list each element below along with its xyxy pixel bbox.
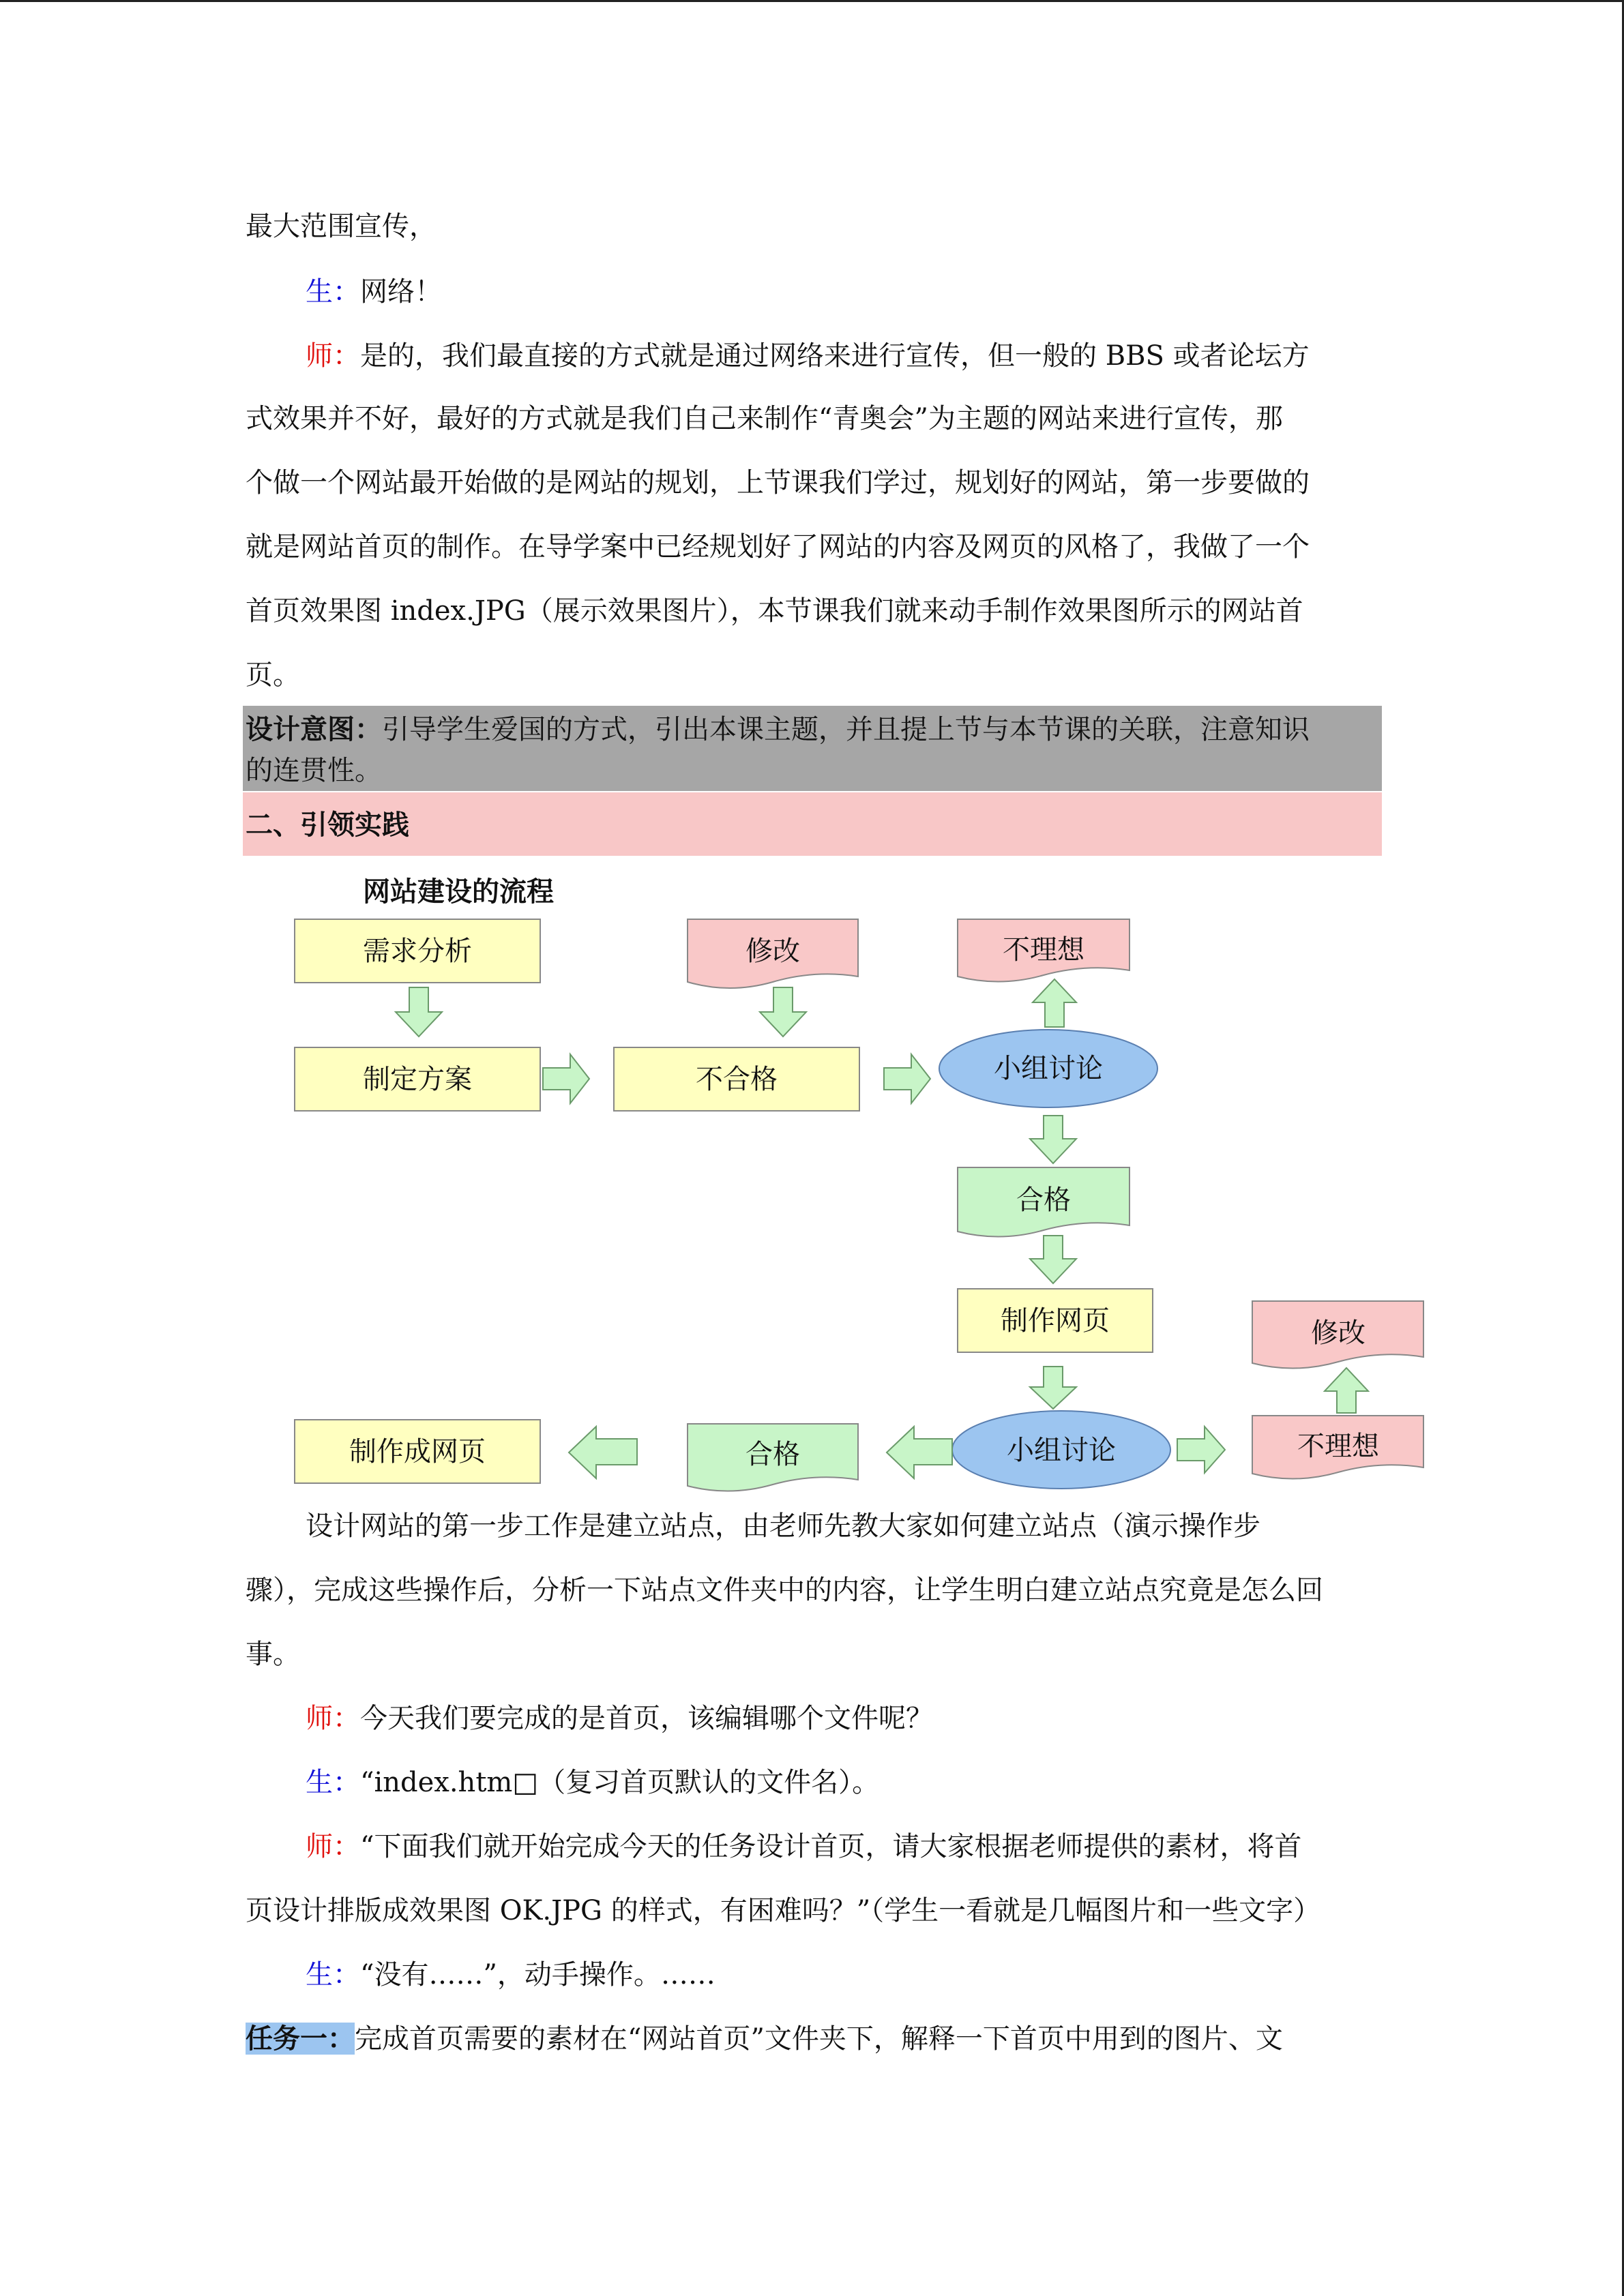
paragraph-line: 事。 <box>246 1639 300 1670</box>
arrow-left-discuss2 <box>887 1427 952 1478</box>
student-line <box>306 1957 715 1993</box>
arrow-right-discuss2 <box>1177 1427 1225 1473</box>
arrow-right-plan <box>543 1054 589 1103</box>
teacher-line <box>306 1829 1301 1864</box>
paragraph-line: 式效果并不好，最好的方式就是我们自己来制作“青奥会”为主题的网站来进行宣传，那 <box>246 403 1283 434</box>
label-modify2: 修改 <box>1311 1317 1365 1349</box>
design-intent-line: 的连贯性。 <box>246 755 382 786</box>
teacher-speech: 是的，我们最直接的方式就是通过网络来进行宣传，但一般的 BBS 或者论坛方 <box>360 340 1310 372</box>
teacher-speech: 今天我们要完成的是首页，该编辑哪个文件呢？ <box>360 1703 933 1734</box>
paragraph-line: 页。 <box>246 659 300 691</box>
arrow-left-qualified2 <box>569 1427 637 1478</box>
arrow-down-demand-plan <box>396 987 442 1037</box>
task-text: 完成首页需要的素材在“网站首页”文件夹下，解释一下首页中用到的图片、文 <box>355 2023 1283 2055</box>
arrow-down-modify1 <box>760 987 806 1037</box>
paragraph-line: 页设计排版成效果图 OK.JPG 的样式，有困难吗？”（学生一看就是几幅图片和一些文字） <box>246 1895 1321 1926</box>
student-speech: “没有……”，动手操作。…… <box>360 1959 715 1991</box>
student-speech: 网络！ <box>360 276 442 308</box>
flowchart-title: 网站建设的流程 <box>363 876 554 908</box>
paragraph-line: 个做一个网站最开始做的是网站的规划，上节课我们学过，规划好的网站，第一步要做的 <box>246 467 1310 498</box>
label-modify1: 修改 <box>745 936 800 967</box>
speaker-student: 生： <box>306 276 360 308</box>
paragraph-line: 设计网站的第一步工作是建立站点，由老师先教大家如何建立站点（演示操作步 <box>306 1510 1260 1542</box>
paragraph-line: 首页效果图 index.JPG（展示效果图片），本节课我们就来动手制作效果图所示的网站首 <box>246 595 1303 627</box>
label-unqualified1: 不合格 <box>696 1064 778 1095</box>
student-speech: “index.htm□（复习首页默认的文件名）。 <box>360 1767 880 1798</box>
label-qualified1: 合格 <box>1016 1184 1071 1216</box>
student-line <box>306 1765 879 1800</box>
arrow-right-unqualified1 <box>884 1054 930 1103</box>
design-intent-label: 设计意图： <box>246 713 382 745</box>
paragraph-line: 骤），完成这些操作后，分析一下站点文件夹中的内容，让学生明白建立站点究竟是怎么回 <box>246 1575 1323 1606</box>
paragraph-line: 最大范围宣传， <box>246 211 437 242</box>
speaker-teacher: 师： <box>306 1831 360 1862</box>
section-heading: 二、引领实践 <box>246 809 409 841</box>
teacher-line <box>306 1701 933 1736</box>
label-discuss1: 小组讨论 <box>994 1053 1103 1084</box>
teacher-speech: “下面我们就开始完成今天的任务设计首页，请大家根据老师提供的素材，将首 <box>360 1831 1302 1862</box>
speaker-teacher: 师： <box>306 1703 360 1734</box>
task-label: 任务一： <box>246 2023 355 2055</box>
label-plan: 制定方案 <box>363 1064 472 1095</box>
label-final: 制作成网页 <box>349 1436 486 1467</box>
arrow-down-make-page <box>1030 1367 1076 1409</box>
task-line <box>246 2021 1283 2057</box>
paragraph-line: 就是网站首页的制作。在导学案中已经规划好了网站的内容及网页的风格了，我做了一个 <box>246 531 1310 563</box>
speaker-teacher: 师： <box>306 340 360 372</box>
label-not-ideal1: 不理想 <box>1003 934 1084 966</box>
label-not-ideal2: 不理想 <box>1297 1431 1379 1462</box>
label-make-page: 制作网页 <box>1001 1305 1110 1337</box>
label-demand: 需求分析 <box>363 936 472 967</box>
speaker-student: 生： <box>306 1959 360 1991</box>
label-qualified2: 合格 <box>745 1439 800 1470</box>
label-discuss2: 小组讨论 <box>1007 1435 1116 1466</box>
speaker-student: 生： <box>306 1767 360 1798</box>
arrow-down-qualified1 <box>1030 1236 1076 1283</box>
arrow-up-not-ideal2 <box>1325 1368 1368 1413</box>
design-intent-text: 引导学生爱国的方式，引出本课主题，并且提上节与本节课的关联，注意知识 <box>382 714 1310 745</box>
arrow-up-discuss1 <box>1033 979 1076 1027</box>
arrow-down-discuss1 <box>1030 1116 1076 1163</box>
